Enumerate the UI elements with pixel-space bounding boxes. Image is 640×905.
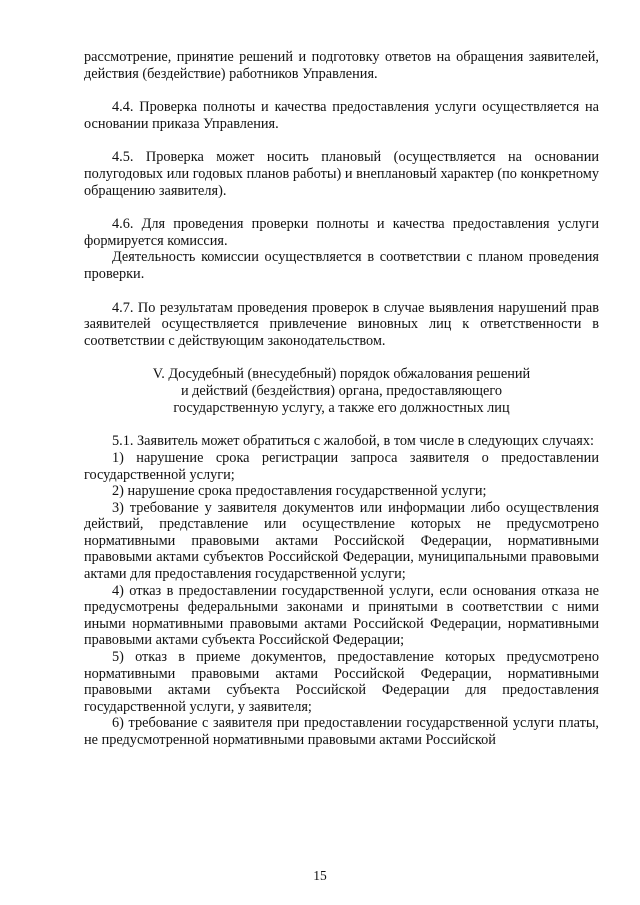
list-item: 2) нарушение срока предоставления государственной услуги; <box>112 483 487 500</box>
paragraph-5-1: 5.1. Заявитель может обратиться с жалобой, в том числе в следующих случаях: <box>112 433 594 450</box>
list-item: 6) требование с заявителя при предоставлении государственной услуги платы, не предусмотренной нормативными правовыми актами Российской <box>84 715 599 748</box>
section-heading <box>84 366 599 417</box>
paragraph-4-6: 4.6. Для проведения проверки полноты и качества предоставления услуги формируется комиссия. <box>84 216 599 249</box>
list-item: 5) отказ в приеме документов, предоставление которых предусмотрено нормативными правовыми актами Российской Федерации, нормативными правовыми актами субъекта Российской Федерации для предоставления государственной услуги, у заявителя; <box>84 649 599 715</box>
list-item: 1) нарушение срока регистрации запроса заявителя о предоставлении государственной услуги; <box>84 449 599 483</box>
paragraph-continuation: рассмотрение, принятие решений и подготовку ответов на обращения заявителей, действия (бездействие) работников Управления. <box>84 49 599 82</box>
paragraph-4-4: 4.4. Проверка полноты и качества предоставления услуги осуществляется на основании приказа Управления. <box>84 99 599 132</box>
list-item: 3) требование у заявителя документов или информации либо осуществления действий, представление или осуществление которых не предусмотрено нормативными правовыми актами Российской Федерации, нормативными правовыми актами субъектов Российской Федерации, муниципальными правовыми актами для предоставления государственной услуги; <box>84 499 599 583</box>
page-number: 15 <box>313 868 327 883</box>
paragraph-4-6-commission: Деятельность комиссии осуществляется в соответствии с планом проведения проверки. <box>84 249 599 282</box>
list-item: 4) отказ в предоставлении государственной услуги, если основания отказа не предусмотрены федеральными законами и принятыми в соответствии с ними иными нормативными правовыми актами Российской Федерации, нормативными правовыми актами субъекта Российской Федерации; <box>84 582 599 649</box>
paragraph-4-7: 4.7. По результатам проведения проверок в случае выявления нарушений прав заявителей осуществляется привлечение виновных лиц к ответственности в соответствии с действующим законодательством. <box>84 299 599 349</box>
section-heading-line-1: V. Досудебный (внесудебный) порядок обжалования решений <box>152 366 531 383</box>
section-heading-line-3: государственную услугу, а также его должностных лиц <box>173 400 510 417</box>
paragraph-4-5: 4.5. Проверка может носить плановый (осуществляется на основании полугодовых или годовых планов работы) и внеплановый характер (по конкретному обращению заявителя). <box>84 149 599 199</box>
section-heading-line-2: и действий (бездействия) органа, предоставляющего <box>180 383 503 400</box>
document-body <box>84 49 599 749</box>
